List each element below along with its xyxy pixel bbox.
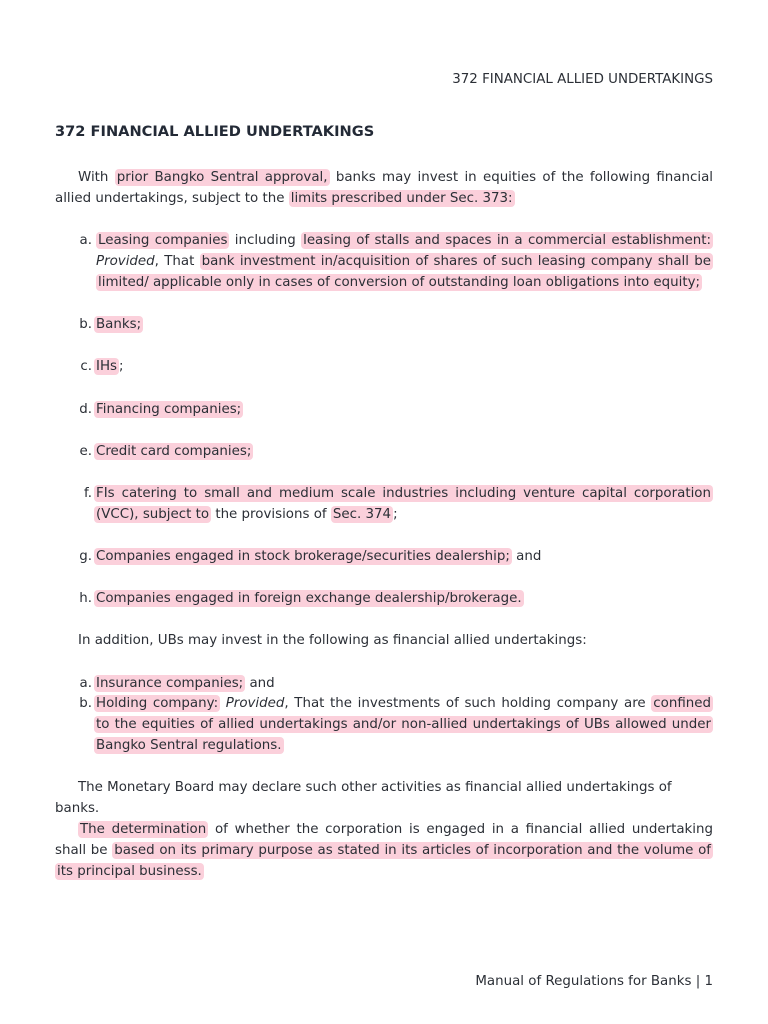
highlight-banks: Banks;	[96, 317, 142, 332]
list2-item-a	[55, 673, 713, 694]
list-marker: c.	[80, 359, 92, 374]
page-footer: Manual of Regulations for Banks | 1	[475, 974, 713, 989]
highlight-financing: Financing companies;	[96, 402, 242, 417]
item-text: , That the investments of such holding company are	[284, 696, 652, 711]
list-marker: e.	[79, 444, 92, 459]
list-item-a	[55, 230, 713, 293]
section-title: 372 FINANCIAL ALLIED UNDERTAKINGS	[55, 123, 375, 140]
list-item-g	[55, 546, 713, 567]
list-marker: h.	[79, 591, 92, 606]
list-marker: a.	[79, 233, 92, 248]
list-marker: b.	[79, 696, 92, 711]
item-text: the provisions of	[211, 507, 331, 522]
monetary-paragraph: The Monetary Board may declare such other activities as financial allied undertakings of banks.	[55, 780, 672, 816]
highlight-stock-brokerage: Companies engaged in stock brokerage/securities dealership;	[96, 549, 510, 564]
addition-paragraph: In addition, UBs may invest in the following as financial allied undertakings:	[78, 633, 587, 648]
highlight-prior-approval: prior Bangko Sentral approval,	[116, 170, 328, 185]
highlight-credit-card: Credit card companies;	[96, 444, 252, 459]
highlight-limits: limits prescribed under Sec. 373:	[290, 191, 513, 206]
provided-emphasis: Provided	[96, 254, 155, 269]
highlight-holding: Holding company:	[96, 696, 219, 711]
list-item-h	[55, 588, 713, 609]
intro-paragraph	[55, 167, 713, 209]
list-item-d	[55, 399, 713, 420]
highlight-forex: Companies engaged in foreign exchange dealership/brokerage.	[96, 591, 522, 606]
intro-text-1: With	[78, 170, 115, 185]
item-text: and	[511, 549, 542, 564]
paragraph-text: of whether the corporation is engaged in a financial allied undertaking shall be	[55, 822, 713, 858]
highlight-determination: The determination	[80, 822, 207, 837]
item-text: including	[229, 233, 302, 248]
item-text: ;	[119, 359, 124, 374]
list-item-b	[55, 314, 713, 335]
list-marker: g.	[79, 549, 92, 564]
highlight-ihs: IHs	[96, 359, 117, 374]
list-item-c	[55, 356, 713, 377]
item-text: , That	[154, 254, 200, 269]
list-marker: a.	[79, 676, 92, 691]
highlight-confined: confined to the equities of allied undertakings and/or non-allied undertakings of UBs allowed under Bangko Sentral regulations.	[96, 696, 711, 753]
highlight-insurance: Insurance companies;	[96, 676, 244, 691]
determination-paragraph	[55, 819, 713, 882]
highlight-stalls: leasing of stalls and spaces in a commercial establishment:	[303, 233, 711, 248]
list-item-f	[55, 483, 713, 525]
list-marker: d.	[79, 402, 92, 417]
provided-emphasis: Provided	[225, 696, 285, 711]
list-marker: f.	[84, 486, 92, 501]
list-item-e	[55, 441, 713, 462]
list2-item-b	[55, 693, 713, 756]
item-text: ;	[393, 507, 398, 522]
highlight-bank-investment: bank investment in/acquisition of shares of such leasing company shall be limited/ applicable only in cases of conversion of outstanding loan obligations into equity;	[98, 254, 711, 290]
highlight-leasing: Leasing companies	[98, 233, 228, 248]
highlight-primary-purpose: based on its primary purpose as stated in its articles of incorporation and the volume of its principal business.	[57, 843, 711, 879]
list-marker: b.	[79, 317, 92, 332]
running-head: 372 FINANCIAL ALLIED UNDERTAKINGS	[452, 72, 713, 87]
highlight-sec-374: Sec. 374	[332, 507, 392, 522]
intro-text-2: banks may invest in equities of the following financial allied undertakings, subject to the	[55, 170, 713, 206]
item-text: and	[245, 676, 275, 691]
highlight-fis: FIs catering to small and medium scale industries including venture capital corporation (VCC), subject to	[96, 486, 711, 522]
